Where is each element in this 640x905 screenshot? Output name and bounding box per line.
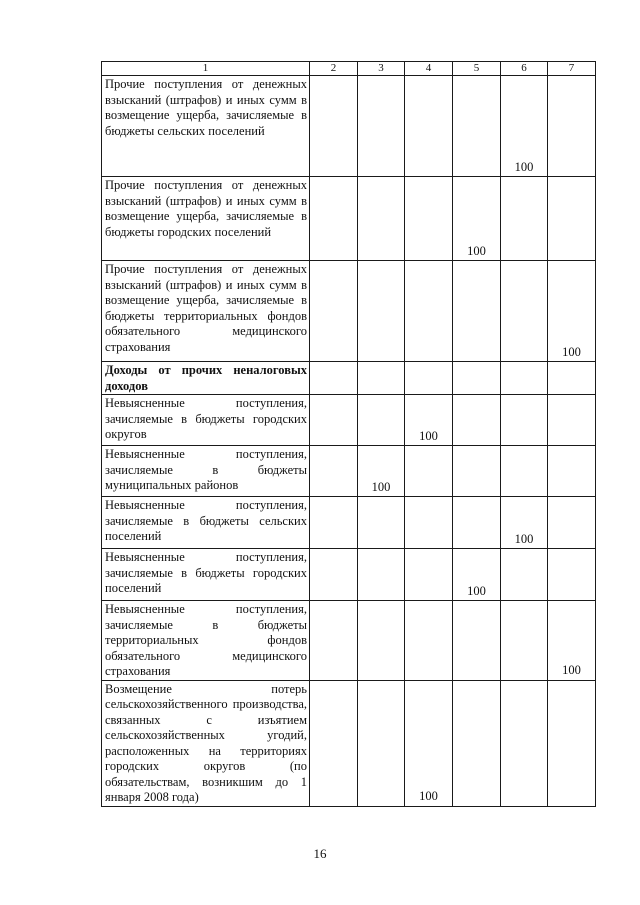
table-row [102, 76, 596, 177]
value-cell: 100 [548, 261, 596, 362]
value-cell [310, 261, 358, 362]
value-cell: 100 [405, 680, 453, 806]
column-header: 1 [102, 62, 310, 76]
value-cell [405, 177, 453, 261]
table-row [102, 497, 596, 549]
value-cell [453, 680, 501, 806]
value-cell [501, 362, 548, 395]
value-cell: 100 [405, 395, 453, 446]
column-header: 6 [501, 62, 548, 76]
row-description: Невыясненные поступления, зачисляемые в бюджеты городских поселений [102, 549, 310, 601]
page-number: 16 [313, 846, 327, 861]
value-cell: 100 [548, 601, 596, 681]
value-cell [548, 446, 596, 497]
row-description: Прочие поступления от денежных взысканий (штрафов) и иных сумм в возмещение ущерба, зачисляемые в бюджеты сельских поселений [102, 76, 310, 177]
column-header: 2 [310, 62, 358, 76]
value-cell [501, 549, 548, 601]
value-cell [548, 680, 596, 806]
column-header: 5 [453, 62, 501, 76]
column-header: 3 [358, 62, 405, 76]
table-row [102, 177, 596, 261]
row-description: Невыясненные поступления, зачисляемые в бюджеты муниципальных районов [102, 446, 310, 497]
section-heading: Доходы от прочих неналоговых доходов [102, 362, 310, 395]
value-cell [548, 395, 596, 446]
value-cell [548, 497, 596, 549]
row-description: Невыясненные поступления, зачисляемые в бюджеты сельских поселений [102, 497, 310, 549]
value-cell [501, 177, 548, 261]
value-cell [453, 446, 501, 497]
column-header: 4 [405, 62, 453, 76]
value-cell [358, 601, 405, 681]
value-cell [310, 549, 358, 601]
value-cell [310, 362, 358, 395]
value-cell [453, 76, 501, 177]
value-cell [358, 261, 405, 362]
value-cell [358, 680, 405, 806]
value-cell [310, 395, 358, 446]
row-description: Прочие поступления от денежных взысканий (штрафов) и иных сумм в возмещение ущерба, зачисляемые в бюджеты городских поселений [102, 177, 310, 261]
value-cell: 100 [358, 446, 405, 497]
value-cell [358, 549, 405, 601]
value-cell [310, 601, 358, 681]
value-cell [405, 601, 453, 681]
value-cell [501, 446, 548, 497]
budget-distribution-table [101, 61, 596, 807]
table-row [102, 601, 596, 681]
value-cell [405, 76, 453, 177]
value-cell: 100 [501, 76, 548, 177]
value-cell [358, 362, 405, 395]
value-cell [310, 680, 358, 806]
row-description: Невыясненные поступления, зачисляемые в бюджеты территориальных фондов обязательного медицинского страхования [102, 601, 310, 681]
value-cell [405, 446, 453, 497]
value-cell [501, 601, 548, 681]
value-cell [405, 497, 453, 549]
value-cell [453, 362, 501, 395]
value-cell [548, 362, 596, 395]
table-header-row [102, 62, 596, 76]
value-cell [405, 261, 453, 362]
value-cell: 100 [501, 497, 548, 549]
value-cell [548, 549, 596, 601]
value-cell [405, 362, 453, 395]
row-description: Прочие поступления от денежных взысканий (штрафов) и иных сумм в возмещение ущерба, зачисляемые в бюджеты территориальных фондов обязательного медицинского страхования [102, 261, 310, 362]
value-cell [548, 177, 596, 261]
table-row [102, 395, 596, 446]
value-cell [453, 261, 501, 362]
value-cell [405, 549, 453, 601]
value-cell [310, 446, 358, 497]
value-cell [358, 177, 405, 261]
value-cell [501, 680, 548, 806]
value-cell [358, 497, 405, 549]
value-cell [453, 601, 501, 681]
table-row [102, 261, 596, 362]
value-cell: 100 [453, 177, 501, 261]
value-cell: 100 [453, 549, 501, 601]
table-row [102, 549, 596, 601]
value-cell [310, 76, 358, 177]
table-row [102, 446, 596, 497]
value-cell [501, 395, 548, 446]
value-cell [453, 395, 501, 446]
row-description: Возмещение потерь сельскохозяйственного производства, связанных с изъятием сельскохозяйственных угодий, расположенных на территориях городских округов (по обязательствам, возникшим до 1 января 2008 года) [102, 680, 310, 806]
value-cell [548, 76, 596, 177]
value-cell [310, 177, 358, 261]
value-cell [358, 395, 405, 446]
value-cell [358, 76, 405, 177]
column-header: 7 [548, 62, 596, 76]
table-row [102, 680, 596, 806]
value-cell [310, 497, 358, 549]
table-row [102, 362, 596, 395]
value-cell [453, 497, 501, 549]
row-description: Невыясненные поступления, зачисляемые в бюджеты городских округов [102, 395, 310, 446]
value-cell [501, 261, 548, 362]
